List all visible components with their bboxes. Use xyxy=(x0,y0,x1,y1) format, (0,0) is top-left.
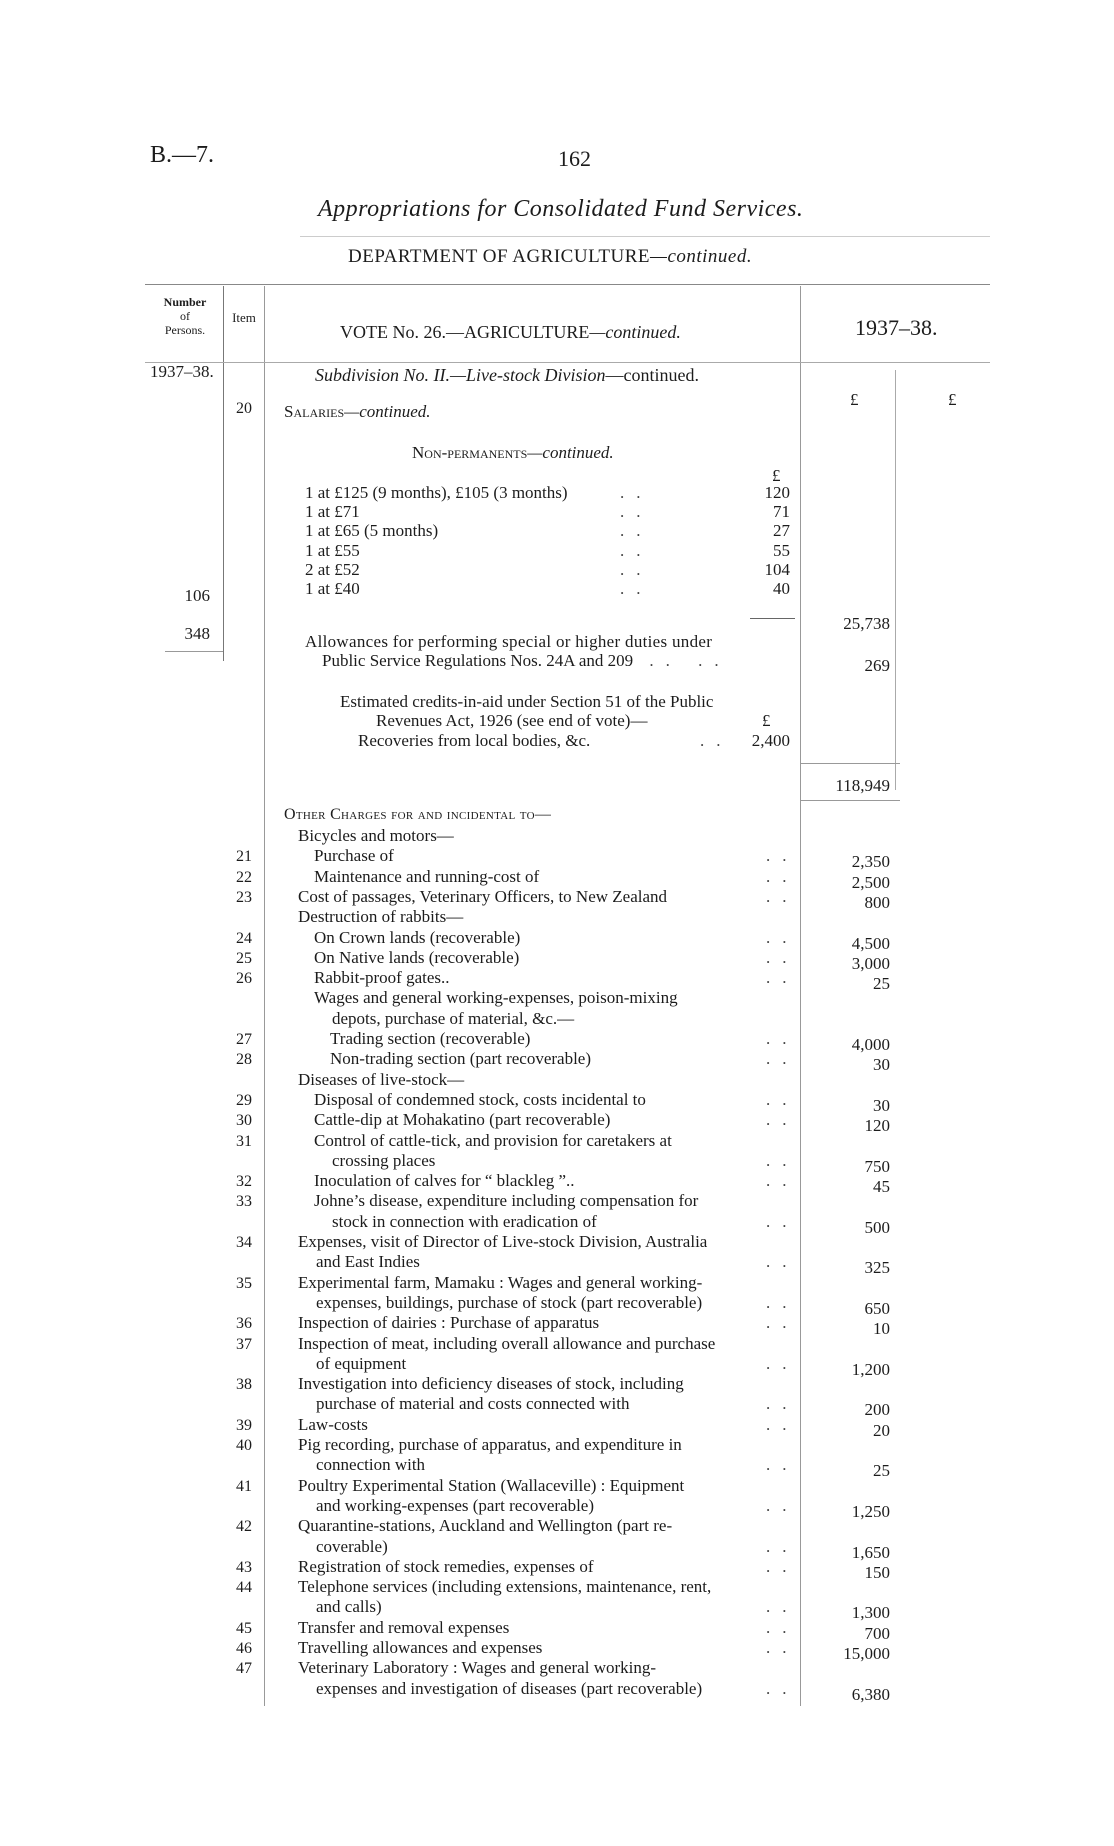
salary-pound-sign: £ xyxy=(772,466,781,485)
charge-amount: 120 xyxy=(864,1116,890,1136)
charge-amount: 4,000 xyxy=(851,1035,890,1054)
item-number: 28 xyxy=(236,1051,252,1069)
persons-348: 348 xyxy=(184,624,210,643)
allowances-line-2: Public Service Regulations Nos. 24A and 209 .. .. xyxy=(322,651,731,670)
salary-line-leader: .. xyxy=(620,579,653,598)
charge-leader: .. xyxy=(766,1313,799,1333)
charge-leader: .. xyxy=(766,1638,799,1657)
vote-title-suffix: —continued. xyxy=(589,322,681,342)
credits-leader: .. xyxy=(700,731,733,750)
charge-leader: .. xyxy=(766,1617,799,1637)
page-number: 162 xyxy=(558,146,591,171)
salary-line-value: 71 xyxy=(773,502,790,522)
charge-leader: .. xyxy=(766,1394,799,1414)
salary-line-leader: .. xyxy=(620,559,653,579)
charge-line-text: stock in connection with eradication of xyxy=(332,1211,597,1231)
item-number: 30 xyxy=(236,1112,252,1130)
charge-amount: 650 xyxy=(864,1298,890,1318)
charge-line-text: Non-trading section (part recoverable) xyxy=(330,1049,592,1069)
charge-amount: 15,000 xyxy=(843,1644,890,1663)
charge-line-text: Pig recording, purchase of apparatus, and expenditure in xyxy=(298,1435,682,1454)
charge-line-text: expenses, buildings, purchase of stock (part recoverable) xyxy=(316,1292,703,1312)
charge-leader: .. xyxy=(766,1110,799,1130)
charge-leader: .. xyxy=(766,968,799,988)
charge-leader: .. xyxy=(766,1556,799,1576)
salary-line-value: 120 xyxy=(764,483,790,502)
item-number: 26 xyxy=(236,970,252,988)
salary-subtotal-rule xyxy=(750,618,795,619)
salary-subtotal: 25,738 xyxy=(843,614,890,633)
charge-amount: 30 xyxy=(873,1095,890,1115)
item-number: 34 xyxy=(236,1234,252,1251)
salaries-suffix: —continued. xyxy=(344,402,431,421)
item-number: 47 xyxy=(236,1660,252,1678)
charge-amount: 325 xyxy=(864,1258,890,1278)
charge-line-text: Maintenance and running-cost of xyxy=(314,866,540,886)
charge-leader: .. xyxy=(766,866,799,886)
item-number: 29 xyxy=(236,1091,252,1109)
charge-amount: 1,200 xyxy=(851,1359,890,1379)
charge-line-text: Poultry Experimental Station (Wallaceville) : Equipment xyxy=(298,1475,685,1495)
charge-leader: .. xyxy=(766,1211,799,1231)
department-suffix: —continued. xyxy=(650,246,753,267)
credits-pound-sign: £ xyxy=(762,711,771,730)
charge-line-text: and working-expenses (part recoverable) xyxy=(316,1495,595,1515)
persons-header-line-3: Persons. xyxy=(164,323,206,337)
charge-leader: .. xyxy=(766,1292,799,1312)
charge-amount: 25 xyxy=(873,974,890,994)
total-bottom-rule xyxy=(800,800,900,801)
salary-line-value: 27 xyxy=(773,521,790,541)
allowances-value: 269 xyxy=(864,656,890,675)
charge-amount: 200 xyxy=(864,1400,890,1420)
charge-amount: 3,000 xyxy=(851,953,890,973)
item-number: 36 xyxy=(236,1315,252,1333)
item-number: 25 xyxy=(236,949,252,967)
page-title: Appropriations for Consolidated Fund Services. xyxy=(318,196,804,222)
salaries-total: 118,949 xyxy=(835,776,890,795)
item-number: 44 xyxy=(236,1579,252,1597)
item-number: 27 xyxy=(236,1031,252,1048)
charge-leader: .. xyxy=(766,1049,799,1069)
charge-line-text: Experimental farm, Mamaku : Wages and general working- xyxy=(298,1272,703,1292)
charge-line-text: Rabbit-proof gates.. xyxy=(314,968,450,988)
charge-amount: 150 xyxy=(864,1562,890,1582)
pound-column-1: £ xyxy=(850,390,859,409)
salary-line-value: 104 xyxy=(764,559,790,579)
department-heading xyxy=(348,246,752,268)
charge-line-text: Wages and general working-expenses, poison-mixing xyxy=(314,988,678,1008)
salary-line-leader: .. xyxy=(620,502,653,522)
charge-line-text: Veterinary Laboratory : Wages and general working- xyxy=(298,1658,657,1678)
charge-line-text: Expenses, visit of Director of Live-stock Division, Australia xyxy=(298,1232,708,1251)
salary-line-value: 40 xyxy=(773,579,790,598)
charge-amount: 45 xyxy=(873,1177,890,1197)
charge-line-text: Transfer and removal expenses xyxy=(298,1617,510,1637)
charge-leader: .. xyxy=(766,1495,799,1515)
allowances-line-2-text: Public Service Regulations Nos. 24A and 209 xyxy=(322,651,634,670)
salary-line-text: 1 at £125 (9 months), £105 (3 months) xyxy=(305,483,568,502)
persons-header-line-1: Number xyxy=(163,295,207,309)
nonpermanents-label: Non-permanents xyxy=(412,443,528,462)
charge-amount: 6,380 xyxy=(851,1684,890,1704)
charge-line-text: Inspection of dairies : Purchase of apparatus xyxy=(298,1313,600,1333)
charge-amount: 1,300 xyxy=(851,1603,890,1623)
charge-line-text: depots, purchase of material, &c.— xyxy=(332,1008,575,1028)
item-number: 39 xyxy=(236,1416,252,1434)
item-number: 38 xyxy=(236,1376,252,1394)
item-number: 31 xyxy=(236,1132,252,1150)
charge-leader: .. xyxy=(766,1597,799,1617)
charge-amount: 20 xyxy=(873,1420,890,1440)
credits-value: 2,400 xyxy=(751,731,790,750)
salary-line-value: 55 xyxy=(773,540,790,560)
charge-amount: 1,250 xyxy=(851,1501,890,1521)
vote-title-text: VOTE No. 26.—AGRICULTURE xyxy=(340,322,590,342)
charge-line-text: Travelling allowances and expenses xyxy=(298,1638,543,1657)
charge-line-text: Destruction of rabbits— xyxy=(298,907,464,927)
charge-leader: .. xyxy=(766,1252,799,1272)
charge-amount: 10 xyxy=(873,1319,890,1339)
item-column-rule xyxy=(264,286,265,1706)
salary-line-text: 1 at £65 (5 months) xyxy=(305,521,439,541)
other-charges-heading: Other Charges for and incidental to— xyxy=(284,806,552,823)
item-number: 41 xyxy=(236,1477,252,1495)
credits-line-2: Revenues Act, 1926 (see end of vote)— xyxy=(376,711,648,730)
charge-line-text: Law-costs xyxy=(298,1414,368,1434)
charge-leader: .. xyxy=(766,846,799,866)
charge-leader: .. xyxy=(766,1353,799,1373)
amount-column-rule xyxy=(800,286,801,1706)
charge-line-text: purchase of material and costs connected with xyxy=(316,1394,630,1414)
charge-amount: 800 xyxy=(864,892,890,912)
credits-line-1: Estimated credits-in-aid under Section 51 of the Public xyxy=(340,692,714,711)
charge-line-text: Investigation into deficiency diseases of stock, including xyxy=(298,1374,684,1394)
charge-line-text: Purchase of xyxy=(314,846,394,866)
charge-line-text: and calls) xyxy=(316,1597,382,1617)
charge-leader: .. xyxy=(766,927,799,947)
item-number: 21 xyxy=(236,848,252,866)
charge-line-text: Registration of stock remedies, expenses of xyxy=(298,1556,594,1576)
subdivision-title xyxy=(315,365,699,386)
charge-line-text: Bicycles and motors— xyxy=(298,826,454,845)
charge-line-text: On Crown lands (recoverable) xyxy=(314,927,521,947)
charge-line-text: Trading section (recoverable) xyxy=(330,1029,531,1048)
item-number: 24 xyxy=(236,929,252,947)
subdivision-title-text: Subdivision No. II.—Live-stock Division xyxy=(315,365,606,385)
charge-line-text: Inspection of meat, including overall allowance and purchase xyxy=(298,1333,716,1353)
charge-leader: .. xyxy=(766,1171,799,1191)
charge-line-text: expenses and investigation of diseases (part recoverable) xyxy=(316,1678,703,1698)
pound-column-2: £ xyxy=(948,390,957,409)
charge-line-text: connection with xyxy=(316,1455,426,1475)
salaries-heading xyxy=(284,402,431,422)
charge-amount: 1,650 xyxy=(851,1542,890,1562)
charge-line-text: Cost of passages, Veterinary Officers, to New Zealand xyxy=(298,886,668,906)
header-bottom-rule xyxy=(145,362,990,363)
charge-line-text: of equipment xyxy=(316,1353,407,1373)
item-number: 35 xyxy=(236,1274,252,1292)
persons-column-header xyxy=(150,295,220,337)
charge-leader: .. xyxy=(766,1678,799,1698)
item-number: 32 xyxy=(236,1173,252,1191)
charge-leader: .. xyxy=(766,886,799,906)
item-number: 42 xyxy=(236,1518,252,1536)
persons-year: 1937–38. xyxy=(150,362,214,381)
charge-line-text: crossing places xyxy=(332,1150,436,1170)
charge-line-text: Quarantine-stations, Auckland and Wellington (part re- xyxy=(298,1516,673,1536)
persons-header-line-2: of xyxy=(180,309,190,323)
total-top-rule xyxy=(800,763,900,764)
allowances-line-1: Allowances for performing special or higher duties under xyxy=(305,632,713,651)
charge-line-text: Control of cattle-tick, and provision for caretakers at xyxy=(314,1130,672,1150)
persons-column-rule xyxy=(223,286,224,661)
charge-line-text: Cattle-dip at Mohakatino (part recoverable) xyxy=(314,1110,611,1130)
charge-line-text: Telephone services (including extensions, maintenance, rent, xyxy=(298,1577,712,1597)
charge-amount: 2,350 xyxy=(851,852,890,872)
salary-line-text: 1 at £55 xyxy=(305,540,360,560)
item-column-header: Item xyxy=(232,310,256,325)
salary-line-text: 2 at £52 xyxy=(305,559,360,579)
charge-leader: .. xyxy=(766,1150,799,1170)
charge-amount: 500 xyxy=(864,1217,890,1237)
item-20: 20 xyxy=(236,400,252,417)
charge-line-text: Disposal of condemned stock, costs incidental to xyxy=(314,1089,646,1109)
document-ref: B.—7. xyxy=(150,142,215,168)
charge-leader: .. xyxy=(766,1089,799,1109)
charge-leader: .. xyxy=(766,947,799,967)
charge-line-text: On Native lands (recoverable) xyxy=(314,947,520,967)
item-number: 45 xyxy=(236,1619,252,1637)
persons-bottom-rule xyxy=(165,651,223,652)
charge-line-text: coverable) xyxy=(316,1536,388,1556)
item-number: 37 xyxy=(236,1335,252,1353)
charge-leader: .. xyxy=(766,1455,799,1475)
charge-leader: .. xyxy=(766,1029,799,1048)
persons-106: 106 xyxy=(184,586,210,605)
charge-amount: 750 xyxy=(864,1156,890,1176)
charge-amount: 2,500 xyxy=(851,872,890,892)
nonpermanents-heading xyxy=(412,443,614,463)
vote-title xyxy=(340,322,681,343)
item-number: 22 xyxy=(236,868,252,886)
year-column-header: 1937–38. xyxy=(855,315,938,340)
table-top-rule xyxy=(145,284,990,285)
charge-amount: 700 xyxy=(864,1623,890,1643)
charge-line-text: Diseases of live-stock— xyxy=(298,1069,465,1089)
subdivision-suffix: —continued. xyxy=(605,365,699,385)
salaries-label: Salaries xyxy=(284,402,345,421)
salary-line-text: 1 at £71 xyxy=(305,502,360,522)
item-number: 46 xyxy=(236,1640,252,1657)
title-rule xyxy=(300,236,990,237)
nonpermanents-suffix: —continued. xyxy=(527,443,614,462)
item-number: 23 xyxy=(236,888,252,906)
salary-line-text: 1 at £40 xyxy=(305,579,360,598)
item-number: 40 xyxy=(236,1437,252,1454)
salary-line-leader: .. xyxy=(620,540,653,560)
department-name: DEPARTMENT OF AGRICULTURE xyxy=(348,246,651,267)
charge-amount: 25 xyxy=(873,1461,890,1481)
charge-amount: 4,500 xyxy=(851,933,890,953)
charge-leader: .. xyxy=(766,1414,799,1434)
salary-line-leader: .. xyxy=(620,521,653,541)
charge-amount: 30 xyxy=(873,1055,890,1075)
credits-line-3 xyxy=(358,731,590,751)
item-number: 33 xyxy=(236,1193,252,1211)
amount-split-rule xyxy=(895,370,896,790)
charge-line-text: and East Indies xyxy=(316,1252,420,1272)
credits-line-3-text: Recoveries from local bodies, &c. xyxy=(358,731,591,750)
salary-line-leader: .. xyxy=(620,483,653,502)
charge-line-text: Johne’s disease, expenditure including compensation for xyxy=(314,1191,699,1211)
charge-line-text: Inoculation of calves for “ blackleg ”.. xyxy=(314,1171,575,1191)
item-number: 43 xyxy=(236,1558,252,1576)
charge-leader: .. xyxy=(766,1536,799,1556)
